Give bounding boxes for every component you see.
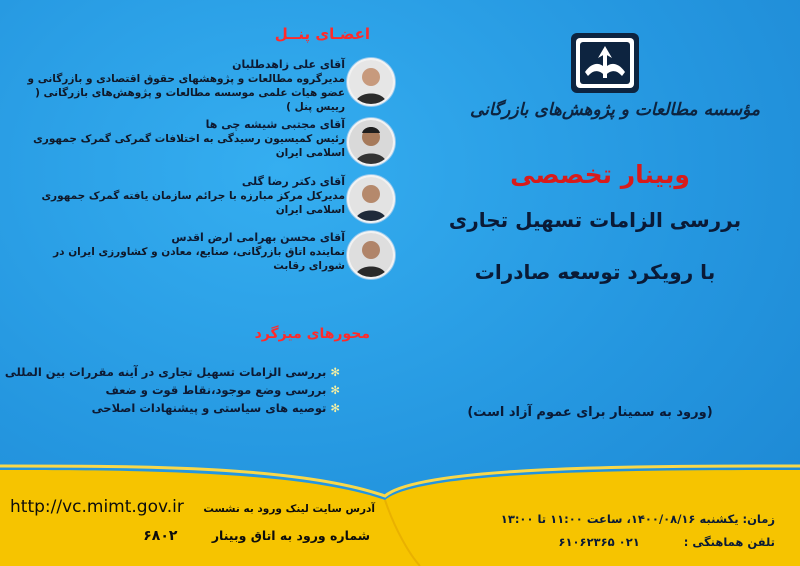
- member-photo: [347, 118, 395, 166]
- panel-member-2: [20, 118, 395, 168]
- room-info: [65, 528, 370, 544]
- headline-line-2: با رویکرد توسعه صادرات: [474, 260, 716, 284]
- member-role: مدیرگروه مطالعات و پژوهشهای حقوق اقتصادی و بازرگانی و عضو هیات علمی موسسه مطالعات و پژوهش‌های بازرگانی ( رییس پنل ): [27, 73, 345, 113]
- room-label: شماره ورود به اتاق وبینار: [211, 528, 370, 543]
- member-photo: [347, 175, 395, 223]
- member-role: مدیرکل مرکز مبارزه با جرائم سازمان یافته گمرک جمهوری اسلامی ایران: [41, 190, 345, 216]
- asterisk-icon: ✻: [330, 401, 340, 415]
- member-role: رئیس کمیسیون رسیدگی به اختلافات گمرکی گمرک جمهوری اسلامی ایران: [33, 133, 345, 159]
- member-photo: [347, 231, 395, 279]
- room-number: ۶۸۰۲: [143, 528, 178, 544]
- axes-list: [4, 363, 340, 417]
- institute-logo-icon: [570, 32, 640, 94]
- axes-item: ✻توصیه های سیاستی و پیشنهادات اصلاحی: [91, 401, 340, 415]
- webinar-label: وبینار تخصصی: [510, 160, 690, 189]
- axes-item: ✻بررسی الزامات تسهیل تجاری در آینه مقررات بین المللی: [4, 365, 340, 379]
- org-name: مؤسسه مطالعات و پژوهش‌های بازرگانی: [469, 100, 760, 120]
- member-name: آقای محسن بهرامی ارض اقدس: [171, 231, 345, 244]
- site-url-link[interactable]: http://vc.mimt.gov.ir: [10, 497, 184, 517]
- asterisk-icon: ✻: [330, 365, 340, 379]
- member-role: نماینده اتاق بازرگانی، صنایع، معادن و کشاورزی ایران در شورای رقابت: [53, 246, 345, 272]
- headline-line-1: بررسی الزامات تسهیل تجاری: [448, 208, 742, 232]
- axes-item: ✻بررسی وضع موجود،نقاط قوت و ضعف: [105, 383, 340, 397]
- phone-number: ۰۲۱ ۶۱۰۶۲۳۶۵: [558, 535, 640, 549]
- schedule-phone: [470, 535, 775, 549]
- axes-title: محورهای میزگرد: [254, 326, 370, 342]
- panel-member-1: [20, 58, 395, 113]
- panel-member-4: [20, 231, 395, 281]
- member-name: آقای مجتبی شیشه چی ها: [205, 118, 345, 131]
- panel-title: اعضـای پنــل: [274, 25, 370, 43]
- phone-label: تلفن هماهنگی :: [683, 535, 775, 549]
- asterisk-icon: ✻: [330, 383, 340, 397]
- member-photo: [347, 58, 395, 106]
- site-label: آدرس سایت لینک ورود به نشست: [203, 503, 375, 515]
- member-name: آقای علی زاهدطلبان: [232, 58, 345, 71]
- member-name: آقای دکتر رضا گلی: [241, 175, 345, 188]
- free-entry-note: (ورود به سمینار برای عموم آزاد است): [467, 405, 713, 420]
- panel-member-3: [20, 175, 395, 225]
- schedule-time: زمان: یکشنبه ۱۴۰۰/۰۸/۱۶، ساعت ۱۱:۰۰ تا ۱۳:۰۰: [500, 512, 775, 526]
